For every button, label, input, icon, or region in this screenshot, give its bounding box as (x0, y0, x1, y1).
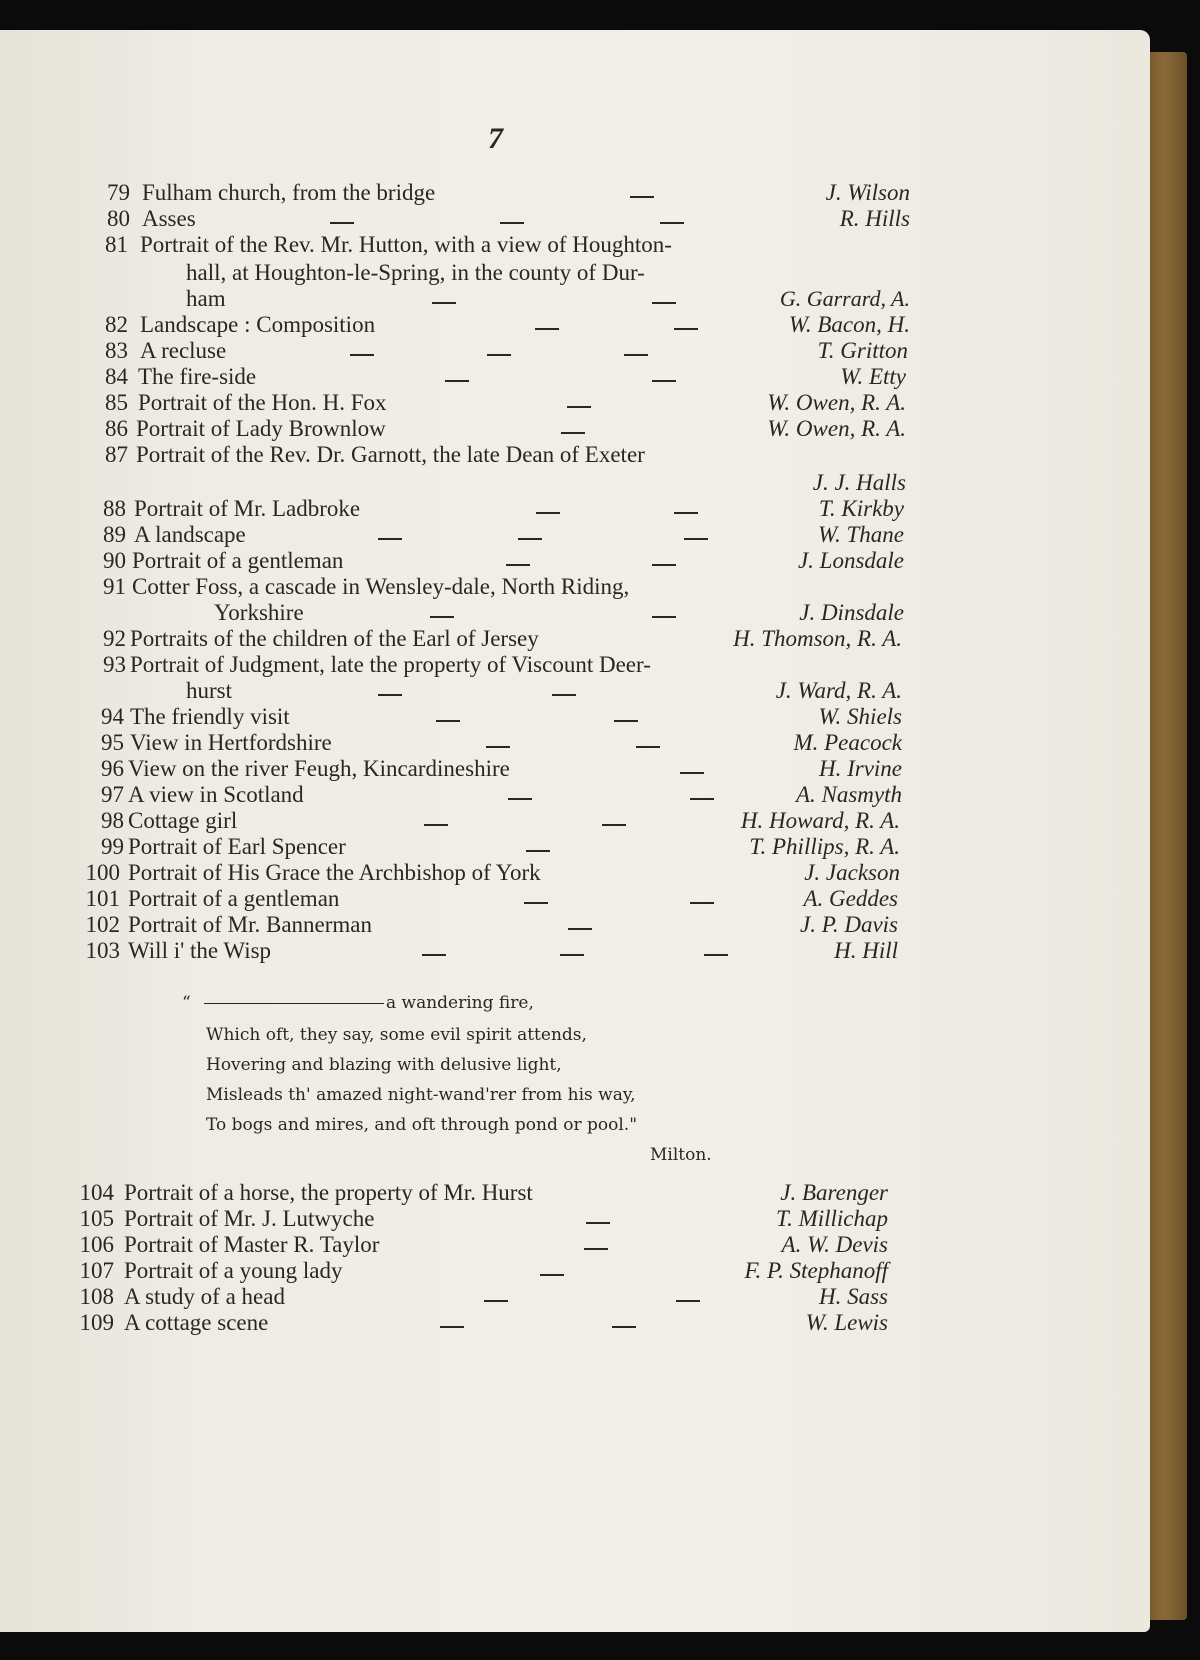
entry-97 (0, 782, 1150, 808)
entry-number: 105 (79, 1206, 114, 1231)
entry-95 (0, 730, 1150, 756)
entry-artist: M. Peacock (793, 730, 902, 755)
entry-number: 96 (101, 756, 124, 781)
entry-85 (0, 390, 1150, 416)
entry-artist: G. Garrard, A. (779, 286, 910, 311)
entry-title: Portrait of a gentleman (128, 886, 340, 911)
entry-artist: A. W. Devis (781, 1232, 888, 1257)
entry-number: 97 (101, 782, 124, 807)
entry-80 (0, 206, 1150, 232)
entry-artist: J. Barenger (780, 1180, 888, 1205)
entry-title: Portrait of Earl Spencer (128, 834, 346, 859)
catalogue-page (0, 30, 1150, 1632)
quote-rule (204, 1003, 384, 1004)
entry-title: Portrait of Judgment, late the property of Viscount Deer- (130, 652, 651, 677)
entry-title: A study of a head (124, 1284, 285, 1309)
entry-title: A view in Scotland (128, 782, 304, 807)
quote-line: Misleads th' amazed night-wand'rer from his way, (206, 1085, 636, 1105)
quote-line: Which oft, they say, some evil spirit attends, (206, 1025, 587, 1045)
entry-81-end (0, 286, 1150, 312)
entry-artist: W. Bacon, H. (788, 312, 910, 337)
entry-number: 107 (79, 1258, 114, 1283)
entry-artist: J. Ward, R. A. (775, 678, 902, 703)
entry-title: A recluse (140, 338, 227, 363)
entry-title: Portrait of the Hon. H. Fox (138, 390, 387, 415)
entry-artist: W. Owen, R. A. (767, 416, 906, 441)
entry-artist: W. Owen, R. A. (767, 390, 906, 415)
entry-number: 91 (103, 574, 126, 599)
entry-104 (0, 1180, 1150, 1206)
entry-title: Portrait of Mr. Bannerman (128, 912, 373, 937)
entry-artist: H. Sass (818, 1284, 888, 1309)
entry-91 (0, 574, 1150, 600)
entry-number: 90 (103, 548, 126, 573)
entry-title: Landscape : Composition (140, 312, 376, 337)
entry-102 (0, 912, 1150, 938)
entry-artist: J. Lonsdale (797, 548, 904, 573)
entry-109 (0, 1310, 1150, 1336)
entry-artist: T. Phillips, R. A. (749, 834, 900, 859)
entry-86 (0, 416, 1150, 442)
entry-number: 81 (105, 232, 128, 257)
entry-artist: R. Hills (839, 206, 910, 231)
entry-artist: A. Geddes (803, 886, 898, 911)
entry-artist: T. Millichap (775, 1206, 888, 1231)
entry-99 (0, 834, 1150, 860)
entry-title: A landscape (134, 522, 246, 547)
entry-106 (0, 1232, 1150, 1258)
quote-line (204, 988, 534, 1019)
entry-number: 82 (105, 312, 128, 337)
entry-100 (0, 860, 1150, 886)
entry-number: 83 (105, 338, 128, 363)
entry-number: 98 (101, 808, 124, 833)
entry-artist: W. Etty (840, 364, 906, 389)
entry-title: Will i' the Wisp (128, 938, 272, 963)
entry-90 (0, 548, 1150, 574)
entry-title: Portrait of Mr. Ladbroke (134, 496, 361, 521)
entry-artist: T. Gritton (817, 338, 908, 363)
entry-number: 109 (79, 1310, 114, 1335)
entry-number: 93 (103, 652, 126, 677)
entry-96 (0, 756, 1150, 782)
entry-98 (0, 808, 1150, 834)
entry-title: Portrait of Master R. Taylor (124, 1232, 380, 1257)
quote-line: To bogs and mires, and oft through pond or pool." (206, 1115, 638, 1135)
entry-84 (0, 364, 1150, 390)
entry-93-end (0, 678, 1150, 704)
entry-92 (0, 626, 1150, 652)
entry-title: A cottage scene (124, 1310, 269, 1335)
entry-artist: F. P. Stephanoff (744, 1258, 888, 1283)
entry-101 (0, 886, 1150, 912)
entry-number: 80 (107, 206, 130, 231)
entry-number: 108 (79, 1284, 114, 1309)
entry-number: 99 (101, 834, 124, 859)
entry-title: Portraits of the children of the Earl of Jersey (130, 626, 539, 651)
entry-title: The friendly visit (130, 704, 290, 729)
entry-number: 87 (105, 442, 128, 467)
entry-artist: J. Dinsdale (799, 600, 904, 625)
entry-number: 103 (85, 938, 120, 963)
entry-number: 92 (103, 626, 126, 651)
entry-title: Cotter Foss, a cascade in Wensley-dale, North Riding, (132, 574, 630, 599)
entry-number: 104 (79, 1180, 114, 1205)
entry-title: View on the river Feugh, Kincardineshire (128, 756, 510, 781)
quote-line-text: a wandering fire, (386, 993, 534, 1013)
entry-81 (0, 232, 1150, 258)
quote-attribution: Milton. (650, 1145, 712, 1165)
entry-title: Portrait of Lady Brownlow (136, 416, 386, 441)
entry-continuation: ham (186, 286, 226, 311)
entry-number: 94 (101, 704, 124, 729)
entry-title: Portrait of a young lady (124, 1258, 343, 1283)
entry-title: View in Hertfordshire (130, 730, 332, 755)
entry-artist: J. Wilson (825, 180, 910, 205)
entry-title: Portrait of the Rev. Mr. Hutton, with a view of Houghton- (140, 232, 672, 257)
entry-title: Portrait of a gentleman (132, 548, 344, 573)
entry-94 (0, 704, 1150, 730)
entry-79 (0, 180, 1150, 206)
entry-91-end (0, 600, 1150, 626)
entry-title: Portrait of a horse, the property of Mr. Hurst (124, 1180, 533, 1205)
entry-artist: A. Nasmyth (795, 782, 902, 807)
entry-number: 101 (85, 886, 120, 911)
entry-title: Portrait of the Rev. Dr. Garnott, the late Dean of Exeter (136, 442, 645, 467)
entry-88 (0, 496, 1150, 522)
entry-artist: J. Jackson (804, 860, 900, 885)
entry-number: 84 (105, 364, 128, 389)
entry-105 (0, 1206, 1150, 1232)
entry-108 (0, 1284, 1150, 1310)
entry-number: 100 (85, 860, 120, 885)
entry-83 (0, 338, 1150, 364)
entry-artist: W. Thane (817, 522, 904, 547)
entry-artist: J. J. Halls (812, 470, 906, 495)
entry-title: Asses (142, 206, 196, 231)
entry-continuation: Yorkshire (214, 600, 304, 625)
entry-82 (0, 312, 1150, 338)
quote-open-mark: “ (182, 993, 191, 1013)
entry-artist: J. P. Davis (800, 912, 898, 937)
entry-artist: H. Irvine (818, 756, 902, 781)
entry-107 (0, 1258, 1150, 1284)
entry-number: 85 (105, 390, 128, 415)
entry-continuation: hall, at Houghton-le-Spring, in the county of Dur- (186, 260, 645, 285)
entry-number: 86 (105, 416, 128, 441)
entry-89 (0, 522, 1150, 548)
entry-title: Cottage girl (128, 808, 238, 833)
entry-title: Portrait of Mr. J. Lutwyche (124, 1206, 375, 1231)
entry-artist: H. Hill (834, 938, 898, 963)
entry-artist: W. Lewis (805, 1310, 888, 1335)
entry-number: 102 (85, 912, 120, 937)
entry-number: 89 (103, 522, 126, 547)
entry-number: 79 (107, 180, 130, 205)
entry-title: The fire-side (138, 364, 257, 389)
entry-103 (0, 938, 1150, 964)
entry-artist: T. Kirkby (818, 496, 904, 521)
entry-number: 106 (79, 1232, 114, 1257)
entry-artist: H. Thomson, R. A. (733, 626, 902, 651)
quote-line: Hovering and blazing with delusive light, (206, 1055, 562, 1075)
entry-93 (0, 652, 1150, 678)
page-number: 7 (488, 122, 503, 155)
entry-continuation: hurst (186, 678, 232, 703)
entry-title: Fulham church, from the bridge (142, 180, 436, 205)
entry-title: Portrait of His Grace the Archbishop of York (128, 860, 541, 885)
entry-number: 88 (103, 496, 126, 521)
entry-artist: H. Howard, R. A. (740, 808, 900, 833)
entry-artist: W. Shiels (818, 704, 902, 729)
entry-87 (0, 442, 1150, 468)
entry-number: 95 (101, 730, 124, 755)
